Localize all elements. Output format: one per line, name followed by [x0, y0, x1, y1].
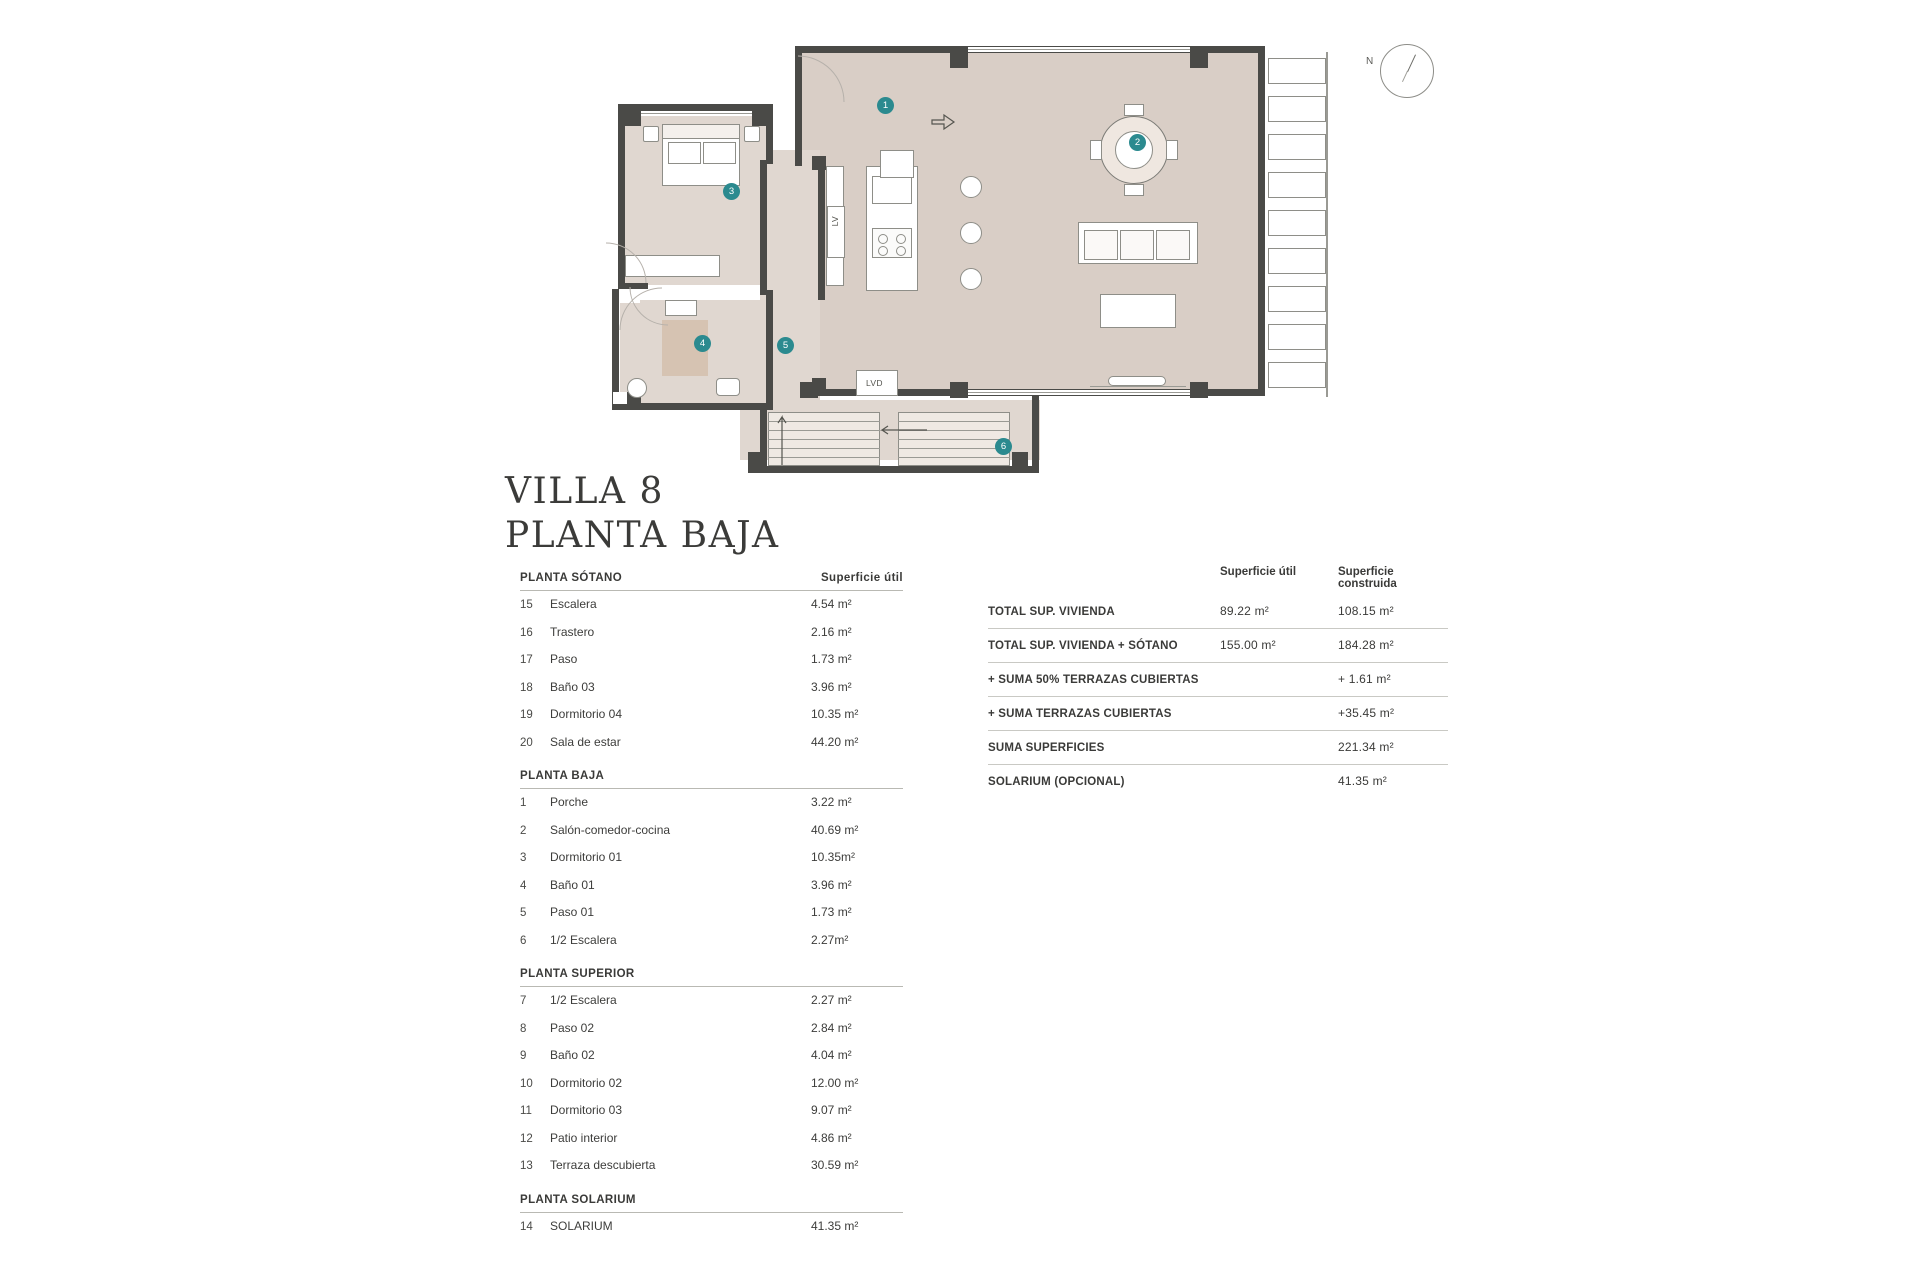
- entrance-arrow-icon: [930, 110, 958, 134]
- summary-row-const: 184.28 m²: [1338, 638, 1394, 652]
- appliance-label-lv: LV: [830, 216, 840, 227]
- row-label: 1/2 Escalera: [550, 993, 617, 1007]
- summary-row-label: + SUMA TERRAZAS CUBIERTAS: [988, 708, 1172, 720]
- row-area: 41.35 m²: [811, 1218, 859, 1233]
- section-rows-solarium: [520, 1213, 903, 1241]
- row-label: Escalera: [550, 597, 597, 611]
- row-area: 2.84 m²: [811, 1020, 852, 1035]
- row-number: 7: [520, 995, 527, 1007]
- table-row: [520, 591, 903, 619]
- table-row: [520, 701, 903, 729]
- title-line-floor: PLANTA BAJA: [505, 515, 780, 556]
- table-row: [520, 619, 903, 647]
- summary-row: [988, 629, 1448, 663]
- row-number: 4: [520, 879, 527, 892]
- table-row: [520, 899, 903, 927]
- row-label: Dormitorio 01: [550, 850, 623, 864]
- row-number: 18: [520, 681, 533, 694]
- section-rows-superior: [520, 987, 903, 1180]
- row-label: Salón-comedor-cocina: [550, 822, 671, 837]
- table-row: [520, 1042, 903, 1070]
- summary-row-const: 41.35 m²: [1338, 774, 1387, 788]
- section-title-baja: PLANTA BAJA: [520, 770, 605, 782]
- row-label: Dormitorio 02: [550, 1075, 623, 1090]
- section-title-solarium: PLANTA SOLARIUM: [520, 1193, 636, 1206]
- summary-header-util: Superficie útil: [1220, 566, 1297, 578]
- table-row: [520, 987, 903, 1015]
- room-badge-2[interactable]: 2: [1129, 134, 1146, 151]
- row-number: 16: [520, 626, 533, 639]
- room-schedule-table: [520, 572, 903, 1240]
- row-label: Baño 03: [550, 679, 595, 694]
- row-area: 44.20 m²: [811, 734, 859, 749]
- section-rows-baja: [520, 789, 903, 954]
- summary-row-label: SOLARIUM (OPCIONAL): [988, 776, 1125, 788]
- floor-plan-drawing: [0, 0, 1920, 490]
- row-label: Sala de estar: [550, 734, 621, 749]
- compass-north-label: N: [1366, 56, 1374, 67]
- column-header-superficie-util: Superficie útil: [820, 572, 903, 584]
- room-badge-6[interactable]: 6: [995, 438, 1012, 455]
- table-row: [520, 927, 903, 955]
- row-area: 4.86 m²: [811, 1130, 852, 1145]
- section-header-superior: [520, 968, 903, 987]
- section-header-baja: [520, 770, 903, 789]
- row-label: Paso 02: [550, 1020, 595, 1035]
- row-area: 3.96 m²: [811, 877, 852, 892]
- table-row: [520, 1213, 903, 1241]
- table-row: [520, 844, 903, 872]
- row-number: 14: [520, 1220, 533, 1233]
- section-title-superior: PLANTA SUPERIOR: [520, 968, 635, 980]
- table-row: [520, 646, 903, 674]
- row-label: Dormitorio 03: [550, 1103, 623, 1117]
- summary-table-header: [988, 566, 1448, 595]
- appliance-label-lvd: LVD: [866, 378, 883, 388]
- row-label: SOLARIUM: [550, 1218, 613, 1233]
- page-title: [505, 470, 780, 558]
- row-label: Paso: [550, 652, 578, 666]
- row-number: 8: [520, 1022, 527, 1035]
- table-row: [520, 1070, 903, 1098]
- table-row: [520, 1015, 903, 1043]
- row-area: 10.35 m²: [811, 707, 859, 721]
- room-badge-3[interactable]: 3: [723, 183, 740, 200]
- table-row: [520, 1125, 903, 1153]
- row-number: 2: [520, 824, 527, 837]
- row-area: 3.22 m²: [811, 795, 852, 809]
- row-area: 2.16 m²: [811, 624, 852, 639]
- summary-row-const: +35.45 m²: [1338, 706, 1395, 720]
- table-row: [520, 674, 903, 702]
- row-number: 12: [520, 1132, 533, 1145]
- summary-row-label: + SUMA 50% TERRAZAS CUBIERTAS: [988, 674, 1199, 686]
- table-row: [520, 789, 903, 817]
- row-label: Baño 01: [550, 877, 595, 892]
- row-area: 12.00 m²: [811, 1075, 859, 1090]
- summary-row-util: 155.00 m²: [1220, 638, 1276, 652]
- summary-row: [988, 697, 1448, 731]
- row-area: 4.54 m²: [811, 597, 852, 611]
- row-label: Trastero: [550, 624, 595, 639]
- summary-row-const: + 1.61 m²: [1338, 672, 1391, 686]
- summary-row-label: SUMA SUPERFICIES: [988, 742, 1105, 754]
- compass-rose: [1366, 44, 1436, 114]
- section-header-solarium: [520, 1194, 903, 1213]
- summary-table: [988, 566, 1448, 798]
- row-number: 6: [520, 934, 527, 947]
- row-area: 2.27m²: [811, 932, 849, 947]
- table-row: [520, 1152, 903, 1180]
- summary-header-construida: Superficie construida: [1338, 566, 1397, 590]
- summary-row: [988, 663, 1448, 697]
- row-label: Baño 02: [550, 1048, 595, 1062]
- row-number: 10: [520, 1077, 533, 1090]
- row-area: 3.96 m²: [811, 679, 852, 694]
- row-number: 11: [520, 1105, 532, 1117]
- row-number: 9: [520, 1050, 527, 1062]
- summary-row-label: TOTAL SUP. VIVIENDA: [988, 606, 1115, 618]
- row-number: 13: [520, 1160, 533, 1172]
- row-area: 4.04 m²: [811, 1048, 852, 1062]
- row-area: 1.73 m²: [811, 652, 852, 666]
- summary-row-const: 221.34 m²: [1338, 740, 1394, 754]
- row-area: 1.73 m²: [811, 905, 852, 919]
- room-badge-1[interactable]: 1: [877, 97, 894, 114]
- table-row: [520, 729, 903, 757]
- title-line-villa: VILLA 8: [505, 471, 664, 512]
- summary-header-spacer: [988, 566, 1220, 590]
- summary-row: [988, 595, 1448, 629]
- summary-row: [988, 731, 1448, 765]
- section-rows-sotano: [520, 591, 903, 756]
- door-swings: [600, 40, 1340, 480]
- room-badge-4[interactable]: 4: [694, 335, 711, 352]
- table-row: [520, 817, 903, 845]
- row-number: 3: [520, 852, 527, 864]
- summary-row-util: 89.22 m²: [1220, 604, 1269, 618]
- section-header-sotano: [520, 572, 903, 591]
- row-area: 30.59 m²: [811, 1158, 859, 1172]
- summary-row-const: 108.15 m²: [1338, 604, 1394, 618]
- summary-row: [988, 765, 1448, 798]
- row-area: 2.27 m²: [811, 993, 852, 1007]
- table-row: [520, 872, 903, 900]
- row-label: Patio interior: [550, 1130, 618, 1145]
- row-number: 20: [520, 736, 533, 749]
- row-area: 9.07 m²: [811, 1103, 852, 1117]
- row-label: Paso 01: [550, 905, 595, 919]
- row-area: 10.35m²: [811, 850, 856, 864]
- row-area: 40.69 m²: [811, 822, 859, 837]
- row-label: 1/2 Escalera: [550, 932, 617, 947]
- row-number: 5: [520, 907, 527, 919]
- row-number: 17: [520, 654, 533, 666]
- row-label: Porche: [550, 795, 589, 809]
- row-label: Terraza descubierta: [550, 1158, 656, 1172]
- room-badge-5[interactable]: 5: [777, 337, 794, 354]
- table-row: [520, 1097, 903, 1125]
- row-label: Dormitorio 04: [550, 707, 623, 721]
- row-number: 1: [520, 797, 527, 809]
- row-number: 19: [520, 709, 533, 721]
- row-number: 15: [520, 599, 533, 611]
- summary-row-label: TOTAL SUP. VIVIENDA + SÓTANO: [988, 640, 1178, 652]
- section-title-sotano: PLANTA SÓTANO: [520, 572, 623, 584]
